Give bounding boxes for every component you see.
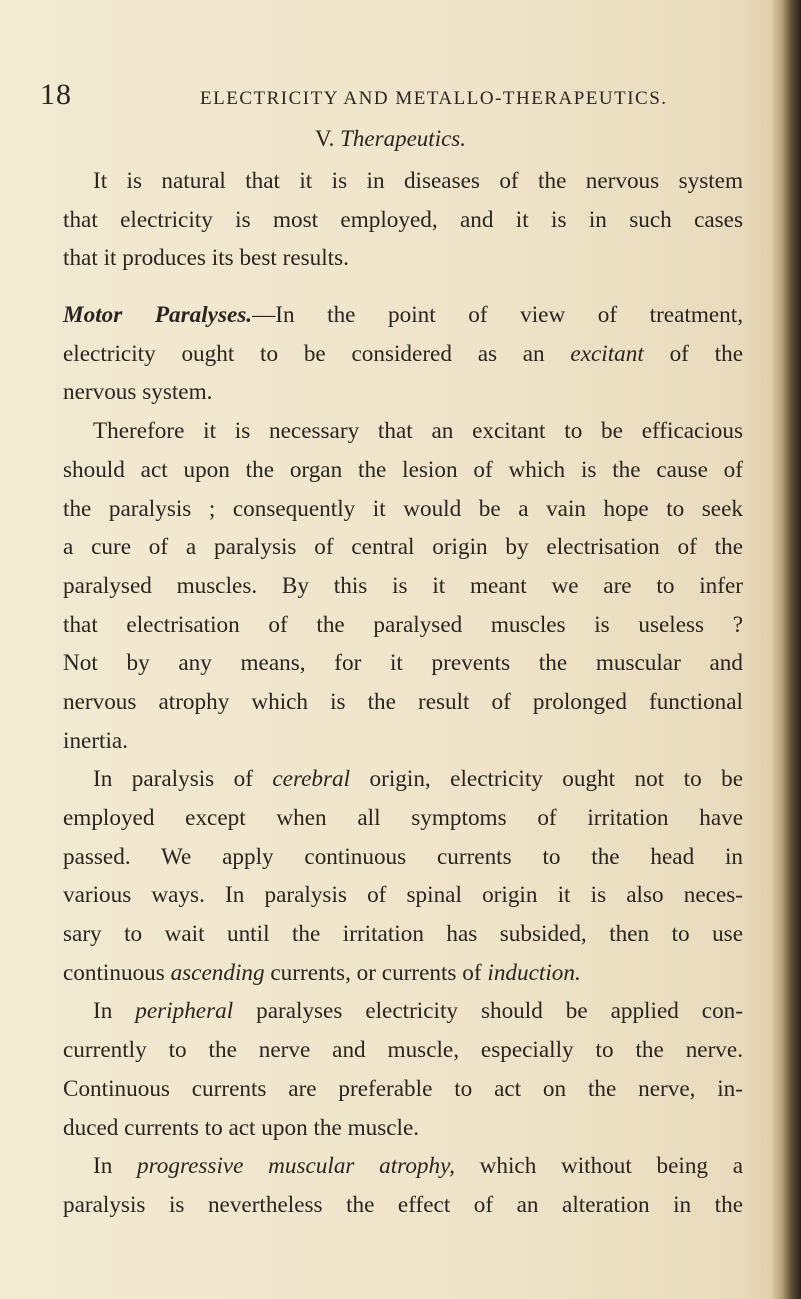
text-line: Motor Paralyses.—In the point of view of treatment, xyxy=(63,302,743,329)
page-edge-shadow xyxy=(771,0,801,1299)
text-line: Therefore it is necessary that an excitant to be efficacious xyxy=(93,418,743,445)
text-line: paralysed muscles. By this is it meant we are to infer xyxy=(63,572,743,599)
body-text xyxy=(63,162,743,1225)
text-line: nervous system. xyxy=(63,379,213,406)
subsection-heading: Motor Paralyses. xyxy=(63,302,253,329)
section-numeral: V. xyxy=(314,126,335,151)
text-line: In peripheral paralyses electricity should be applied con- xyxy=(93,998,743,1025)
text-line: electricity ought to be considered as an excitant of the xyxy=(63,340,743,367)
text-line: inertia. xyxy=(63,727,129,754)
section-title: Therapeutics. xyxy=(340,126,466,151)
text-line: employed except when all symptoms of irritation have xyxy=(63,805,743,831)
text-line: currently to the nerve and muscle, especially to the nerve. xyxy=(63,1037,743,1064)
text-line: nervous atrophy which is the result of prolonged functional xyxy=(63,688,743,715)
text-line: Continuous currents are preferable to act on the nerve, in- xyxy=(63,1075,743,1102)
running-head: ELECTRICITY AND METALLO-THERAPEUTICS. xyxy=(200,88,668,109)
text-line: It is natural that it is in diseases of the nervous system xyxy=(93,168,743,194)
text-line: duced currents to act upon the muscle. xyxy=(63,1114,420,1141)
text-line: In paralysis of cerebral origin, electricity ought not to be xyxy=(93,766,743,793)
page-header xyxy=(40,80,740,120)
text-line: sary to wait until the irritation has subsided, then to use xyxy=(63,921,743,948)
text-line: Not by any means, for it prevents the muscular and xyxy=(63,650,743,677)
text-line: In progressive muscular atrophy, which without being a xyxy=(93,1153,743,1180)
text-line: paralysis is nevertheless the effect of an alteration in the xyxy=(63,1191,743,1218)
text-line: should act upon the organ the lesion of which is the cause of xyxy=(63,456,743,483)
text-line: various ways. In paralysis of spinal origin it is also neces- xyxy=(63,882,743,909)
page-number: 18 xyxy=(40,78,72,111)
text-line: the paralysis ; consequently it would be a vain hope to seek xyxy=(63,495,743,522)
text-line: a cure of a paralysis of central origin by electrisation of the xyxy=(63,534,743,561)
text-line: that it produces its best results. xyxy=(63,245,349,272)
text-line: that electrisation of the paralysed muscles is useless ? xyxy=(63,611,743,638)
text-line: continuous ascending currents, or currents of induction. xyxy=(63,959,581,986)
section-heading xyxy=(0,126,801,152)
text-line: passed. We apply continuous currents to the head in xyxy=(63,843,743,870)
text-line: that electricity is most employed, and it is in such cases xyxy=(63,206,743,233)
